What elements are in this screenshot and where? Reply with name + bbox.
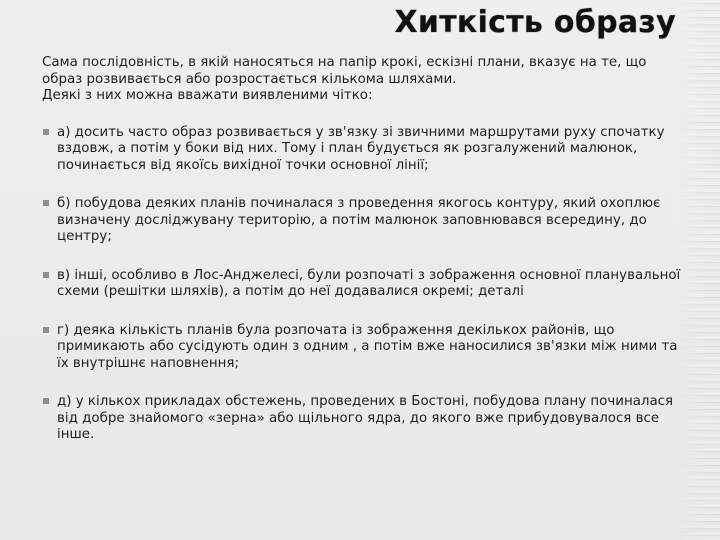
square-bullet-icon bbox=[43, 398, 49, 404]
list-item-text: б) побудова деяких планів починалася з проведення якогось контуру, який охоплює визначену досліджувану територію, а потім малюнок заповнювався всередину, до центру; bbox=[57, 196, 661, 244]
square-bullet-icon bbox=[43, 327, 49, 333]
square-bullet-icon bbox=[43, 272, 49, 278]
list-item bbox=[42, 268, 682, 301]
list-item bbox=[42, 323, 682, 373]
list-item-text: д) у кількох прикладах обстежень, проведених в Бостоні, побудова плану починалася від добре знайомого «зерна» або щільного ядра, до якого вже прибудовувалося все інше. bbox=[57, 394, 674, 442]
decorative-edge-stripes bbox=[678, 0, 720, 540]
intro-subline: Деякі з них можна вважати виявленими чітко: bbox=[42, 88, 373, 103]
list-item-text: г) деяка кількість планів була розпочата із зображення декількох районів, що примикають або сусідують один з одним , а потім вже наносилися зв'язки між ними та їх внутрішнє наповнення; bbox=[57, 322, 678, 371]
list-item bbox=[42, 196, 682, 246]
list-item bbox=[42, 394, 682, 444]
slide-content bbox=[42, 55, 682, 466]
list-item-text: а) досить часто образ розвивається у зв'язку зі звичними маршрутами руху спочатку вздовж, а потім у боки від них. Тому і план будується як розгалужений малюнок, починається від якоїсь вихідної точки основної лінії; bbox=[57, 124, 665, 173]
intro-paragraph: Сама послідовність, в якій наносяться на папір крокі, ескізні плани, вказує на те, що образ розвивається або розростається кількома шляхами. bbox=[42, 55, 647, 87]
list-item bbox=[42, 125, 682, 175]
square-bullet-icon bbox=[43, 200, 49, 206]
list-item-text: в) інші, особливо в Лос-Анджелесі, були розпочаті з зображення основної планувальної схеми (решітки шляхів), а потім до неї додавалися окремі; деталі bbox=[57, 267, 681, 299]
square-bullet-icon bbox=[43, 129, 49, 135]
slide-title: Хиткість образу bbox=[394, 5, 676, 40]
